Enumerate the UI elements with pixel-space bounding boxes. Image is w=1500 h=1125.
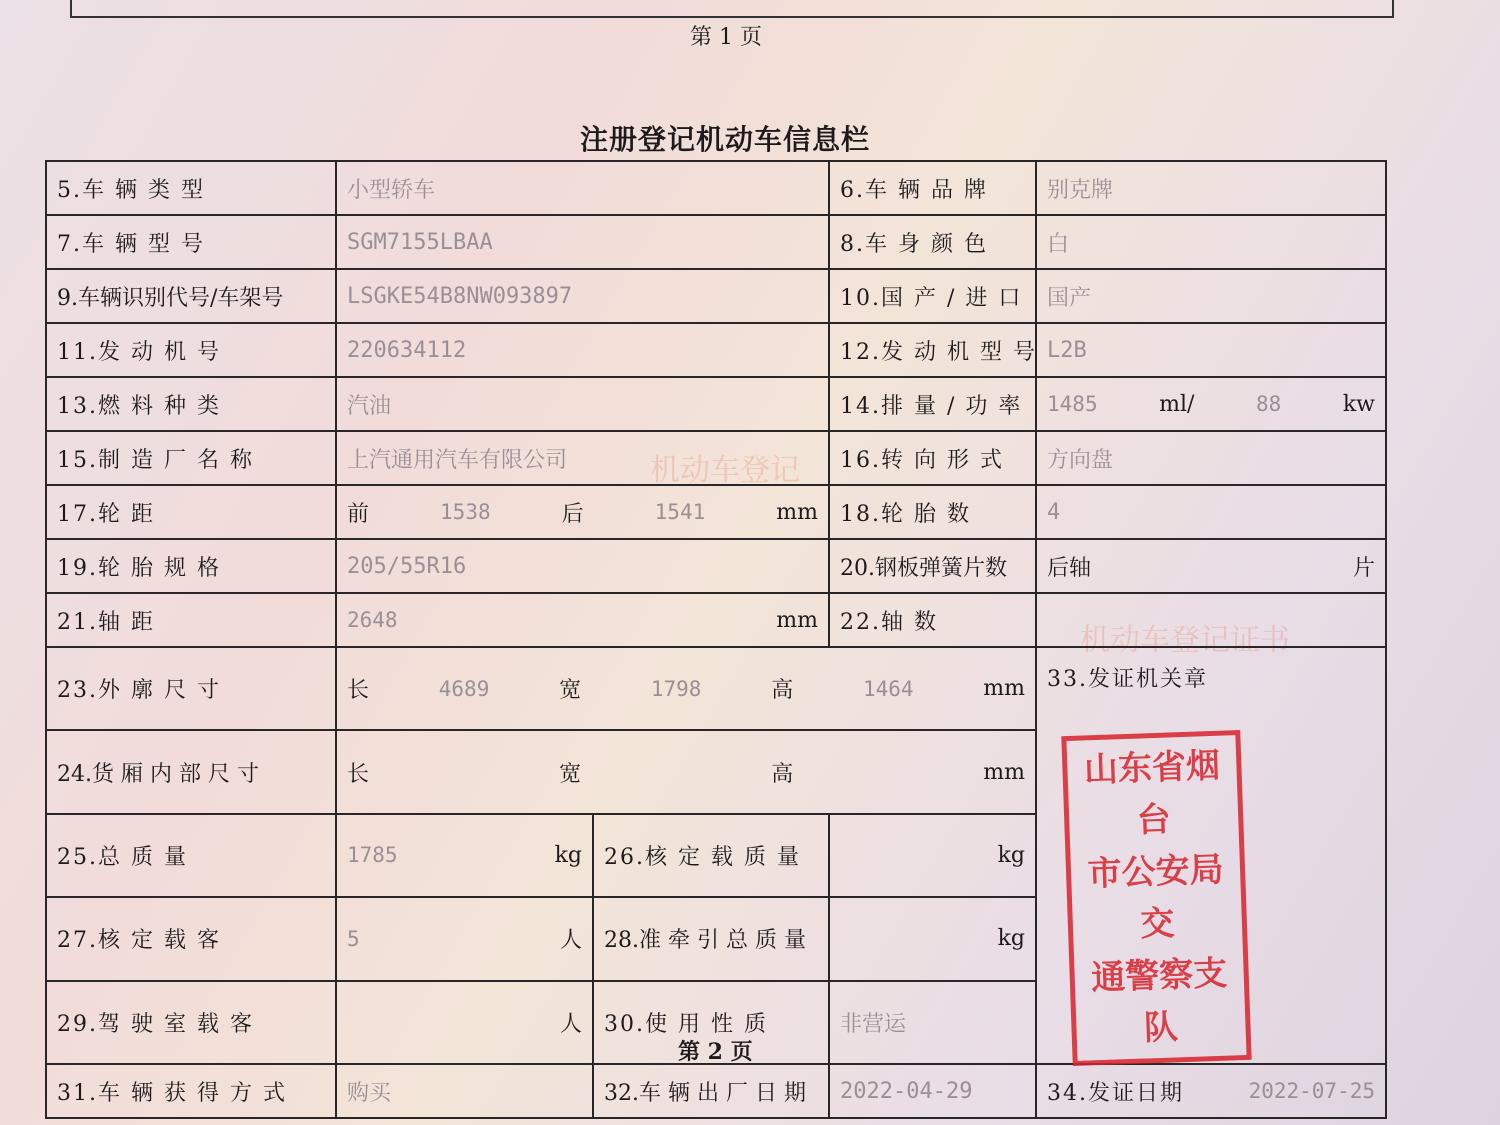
- unit-label: 宽: [559, 761, 582, 787]
- table-row: [46, 485, 1386, 539]
- table-row: [46, 215, 1386, 269]
- displacement-power-cell: [1036, 377, 1386, 431]
- vin-value: LSGKE54B8NW093897: [336, 269, 829, 323]
- table-row: [46, 593, 1386, 647]
- field-label: 18.轮 胎 数: [829, 485, 1036, 539]
- field-label: 19.轮 胎 规 格: [46, 539, 336, 593]
- field-label: 29.驾 驶 室 载 客: [46, 981, 336, 1064]
- field-label: 12.发 动 机 型 号: [829, 323, 1036, 377]
- rear-track-value: 1541: [654, 500, 706, 524]
- displacement-value: 1485: [1047, 392, 1098, 416]
- field-label: 27.核 定 载 客: [46, 897, 336, 980]
- track-cell: [336, 485, 829, 539]
- steering-value: 方向盘: [1036, 431, 1386, 485]
- field-label: 24.货 厢 内 部 尺 寸: [46, 730, 336, 813]
- cargo-cell: [336, 730, 1036, 813]
- field-label: 21.轴 距: [46, 593, 336, 647]
- color-value: 白: [1036, 215, 1386, 269]
- unit-label: 前: [347, 501, 370, 527]
- unit-label: 人: [559, 928, 582, 954]
- field-label: 26.核 定 载 质 量: [593, 814, 829, 897]
- seal-line: 市公安局交: [1086, 849, 1225, 945]
- seal-line: 山东省烟台: [1083, 745, 1221, 841]
- passengers-cell: [336, 897, 593, 980]
- table-row: [46, 1064, 1386, 1118]
- unit-label: kw: [1342, 391, 1376, 417]
- registration-info-table: [45, 160, 1387, 1119]
- table-row: [46, 539, 1386, 593]
- power-value: 88: [1256, 392, 1282, 416]
- field-label: 7.车 辆 型 号: [46, 215, 336, 269]
- field-label: 34.发证日期: [1047, 1080, 1185, 1106]
- field-label: 31.车 辆 获 得 方 式: [46, 1064, 336, 1118]
- issue-date-value: 2022-07-25: [1248, 1079, 1376, 1103]
- field-label: 13.燃 料 种 类: [46, 377, 336, 431]
- total-mass-value: 1785: [347, 843, 398, 868]
- unit-label: 人: [336, 981, 593, 1064]
- unit-label: ml/: [1159, 391, 1195, 417]
- watermark: 机动车登记: [650, 453, 800, 488]
- field-label: 32.车 辆 出 厂 日 期: [593, 1064, 829, 1118]
- field-label: 22.轴 数: [829, 593, 1036, 647]
- brand-value: 别克牌: [1036, 161, 1386, 215]
- field-label: 23.外 廓 尺 寸: [46, 647, 336, 730]
- height-value: 1464: [862, 676, 914, 701]
- unit-label: 长: [347, 678, 370, 704]
- field-label: 17.轮 距: [46, 485, 336, 539]
- unit-label: 高: [771, 761, 794, 787]
- unit-label: kg: [829, 814, 1036, 897]
- table-row: [46, 161, 1386, 215]
- unit-label: 宽: [559, 678, 582, 704]
- field-label: 10.国 产 / 进 口: [829, 269, 1036, 323]
- field-label: 20.钢板弹簧片数: [829, 539, 1036, 593]
- length-value: 4689: [438, 676, 490, 701]
- acquisition-value: 购买: [336, 1064, 593, 1118]
- issuer-stamp-cell: [1036, 647, 1386, 1064]
- springs-cell: [1036, 539, 1386, 593]
- watermark: 机动车登记证书: [1080, 623, 1290, 658]
- tire-spec-value: 205/55R16: [336, 539, 829, 593]
- field-label: 5.车 辆 类 型: [46, 161, 336, 215]
- unit-label: 高: [771, 678, 794, 704]
- unit-label: kg: [829, 897, 1036, 980]
- field-label: 8.车 身 颜 色: [829, 215, 1036, 269]
- unit-label: kg: [554, 842, 582, 868]
- table-row: [46, 323, 1386, 377]
- official-seal: [1061, 730, 1251, 1066]
- unit-label: mm: [776, 499, 818, 525]
- axles-value: [1036, 593, 1386, 647]
- unit-label: mm: [983, 759, 1026, 785]
- field-label: 6.车 辆 品 牌: [829, 161, 1036, 215]
- vehicle-type-value: 小型轿车: [336, 161, 829, 215]
- previous-page-table-edge: [70, 0, 1394, 18]
- width-value: 1798: [650, 676, 702, 701]
- origin-value: 国产: [1036, 269, 1386, 323]
- total-mass-cell: [336, 814, 593, 897]
- wheelbase-value: 2648: [347, 608, 398, 632]
- engine-number-value: 220634112: [336, 323, 829, 377]
- field-label: 33.发证机关章: [1047, 667, 1209, 692]
- table-row: [46, 647, 1386, 730]
- previous-page-number: 第 1 页: [690, 25, 762, 50]
- field-label: 25.总 质 量: [46, 814, 336, 897]
- unit-label: 后轴: [1047, 555, 1092, 581]
- table-row: [46, 269, 1386, 323]
- usage-value: 非营运: [829, 981, 1036, 1064]
- unit-label: 长: [347, 761, 370, 787]
- field-label: 30.使 用 性 质: [593, 981, 829, 1064]
- field-label: 15.制 造 厂 名 称: [46, 431, 336, 485]
- table-row: [46, 377, 1386, 431]
- field-label: 16.转 向 形 式: [829, 431, 1036, 485]
- page-title: 注册登记机动车信息栏: [579, 123, 870, 156]
- table-row: [46, 431, 1386, 485]
- field-label: 9.车辆识别代号/车架号: [46, 269, 336, 323]
- field-label: 11.发 动 机 号: [46, 323, 336, 377]
- engine-model-value: L2B: [1036, 323, 1386, 377]
- wheelbase-cell: [336, 593, 829, 647]
- field-label: 28.准 牵 引 总 质 量: [593, 897, 829, 980]
- issue-date-cell: [1036, 1064, 1386, 1118]
- fuel-value: 汽油: [336, 377, 829, 431]
- dimensions-cell: [336, 647, 1036, 730]
- field-label: 14.排 量 / 功 率: [829, 377, 1036, 431]
- unit-label: mm: [983, 676, 1026, 702]
- unit-label: mm: [776, 607, 819, 633]
- page-number: 第 2 页: [678, 1039, 753, 1065]
- passengers-value: 5: [347, 926, 360, 951]
- tires-value: 4: [1036, 485, 1386, 539]
- front-track-value: 1538: [440, 500, 491, 524]
- model-value: SGM7155LBAA: [336, 215, 829, 269]
- unit-label: 后: [561, 501, 584, 527]
- mfg-date-value: 2022-04-29: [829, 1064, 1036, 1118]
- unit-label: 片: [1353, 555, 1376, 581]
- manufacturer-value: 上汽通用汽车有限公司: [336, 431, 829, 485]
- seal-line: 通警察支队: [1090, 953, 1228, 1049]
